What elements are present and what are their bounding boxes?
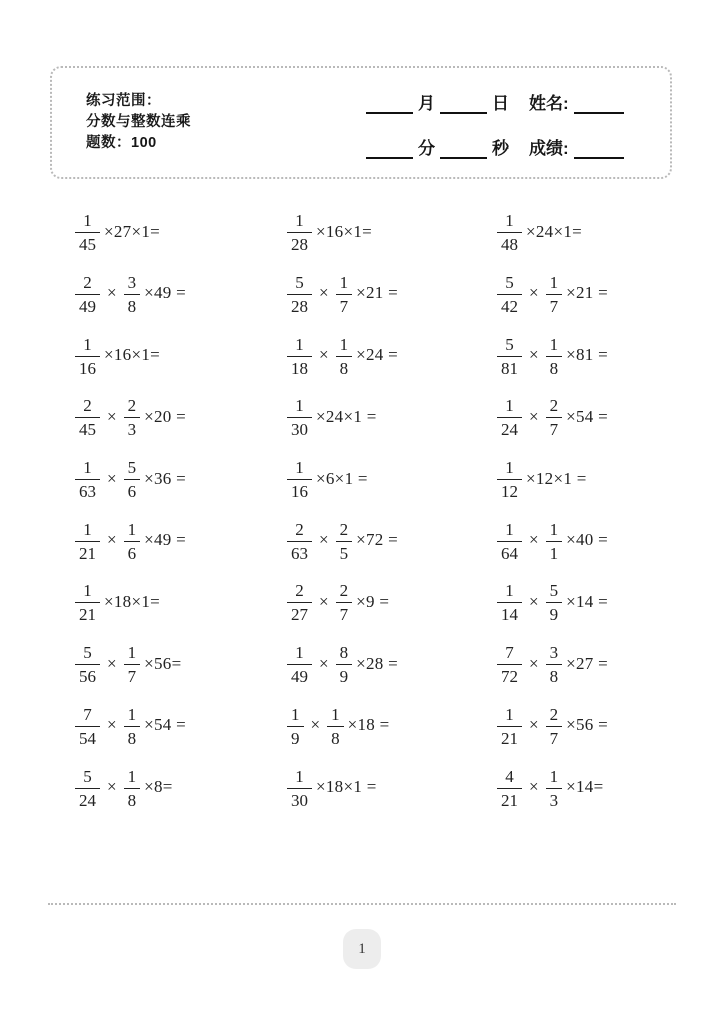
expression-tail: ×18×1= [104, 591, 161, 611]
fraction [497, 396, 522, 439]
expression-tail: ×49 = [144, 530, 187, 550]
fraction [546, 273, 563, 316]
numerator: 2 [75, 396, 100, 418]
fraction [287, 458, 312, 501]
denominator: 8 [331, 728, 340, 748]
times-operator: × [529, 283, 539, 303]
expression-tail: ×8= [144, 776, 173, 796]
numerator: 1 [75, 458, 100, 480]
fraction [497, 273, 522, 316]
problem-12 [497, 396, 685, 439]
numerator: 1 [497, 396, 522, 418]
fraction [75, 705, 100, 748]
numerator: 2 [75, 273, 100, 295]
problem-8 [287, 335, 497, 378]
fraction [497, 458, 522, 501]
problem-13 [75, 458, 287, 501]
problem-28 [75, 767, 287, 810]
fraction [124, 643, 141, 686]
denominator: 81 [501, 358, 518, 378]
denominator: 48 [501, 235, 518, 255]
problem-19 [75, 581, 287, 624]
problem-23 [287, 643, 497, 686]
numerator: 1 [546, 767, 563, 789]
denominator: 7 [549, 728, 559, 748]
times-operator: × [107, 406, 117, 426]
numerator: 1 [75, 520, 100, 542]
numerator: 1 [287, 643, 312, 665]
denominator: 42 [501, 297, 518, 317]
numerator: 1 [124, 520, 141, 542]
fraction [124, 520, 141, 563]
problem-24 [497, 643, 685, 686]
denominator: 7 [339, 605, 349, 625]
problem-14 [287, 458, 497, 501]
exercise-range-value: 分数与整数连乘 [86, 114, 191, 130]
fraction [546, 767, 563, 810]
name-blank-line [574, 90, 624, 114]
header-box [50, 66, 672, 179]
numerator: 2 [546, 705, 563, 727]
fraction [124, 458, 141, 501]
denominator: 8 [127, 297, 137, 317]
denominator: 1 [549, 543, 559, 563]
denominator: 8 [127, 790, 137, 810]
times-operator: × [529, 530, 539, 550]
expression-tail: ×81 = [566, 345, 609, 365]
fraction [287, 396, 312, 439]
numerator: 2 [287, 581, 312, 603]
denominator: 8 [127, 728, 137, 748]
numerator: 5 [497, 335, 522, 357]
times-operator: × [319, 591, 329, 611]
fraction [336, 273, 353, 316]
numerator: 5 [124, 458, 141, 480]
numerator: 1 [327, 705, 344, 727]
fraction [287, 705, 304, 748]
expression-tail: ×27×1= [104, 221, 161, 241]
problem-27 [497, 705, 685, 748]
denominator: 8 [339, 358, 349, 378]
numerator: 1 [287, 767, 312, 789]
denominator: 64 [501, 543, 518, 563]
denominator: 9 [549, 605, 559, 625]
fraction [336, 581, 353, 624]
problem-4 [75, 273, 287, 316]
fraction [336, 520, 353, 563]
day-label: 日 [492, 93, 509, 113]
numerator: 1 [497, 211, 522, 233]
score-blank-line [574, 135, 624, 159]
numerator: 1 [287, 458, 312, 480]
denominator: 6 [127, 543, 137, 563]
denominator: 54 [79, 728, 96, 748]
expression-tail: ×12×1 = [526, 468, 587, 488]
numerator: 1 [497, 520, 522, 542]
numerator: 1 [497, 458, 522, 480]
numerator: 1 [546, 273, 563, 295]
numerator: 1 [336, 335, 353, 357]
denominator: 21 [501, 728, 518, 748]
denominator: 30 [291, 790, 308, 810]
fraction [497, 767, 522, 810]
numerator: 2 [124, 396, 141, 418]
denominator: 3 [127, 420, 137, 440]
times-operator: × [529, 715, 539, 735]
expression-tail: ×72 = [356, 530, 399, 550]
denominator: 9 [291, 728, 300, 748]
denominator: 8 [549, 358, 559, 378]
times-operator: × [319, 345, 329, 365]
denominator: 7 [339, 297, 349, 317]
fraction [287, 335, 312, 378]
numerator: 8 [336, 643, 353, 665]
page-number-badge [343, 929, 381, 969]
denominator: 63 [291, 543, 308, 563]
problem-26 [287, 705, 497, 748]
fill-in-fields [364, 84, 626, 159]
numerator: 1 [546, 335, 563, 357]
numerator: 4 [497, 767, 522, 789]
times-operator: × [107, 653, 117, 673]
problem-29 [287, 767, 497, 810]
denominator: 56 [79, 667, 96, 687]
numerator: 1 [497, 705, 522, 727]
fraction [497, 520, 522, 563]
problem-grid [75, 202, 685, 819]
fraction [497, 335, 522, 378]
numerator: 7 [75, 705, 100, 727]
fraction [124, 767, 141, 810]
times-operator: × [107, 530, 117, 550]
denominator: 18 [291, 358, 308, 378]
problem-18 [497, 520, 685, 563]
times-operator: × [107, 715, 117, 735]
denominator: 9 [339, 667, 349, 687]
expression-tail: ×24 = [356, 345, 399, 365]
denominator: 28 [291, 297, 308, 317]
fraction [336, 643, 353, 686]
fraction [287, 767, 312, 810]
fraction [75, 643, 100, 686]
problem-16 [75, 520, 287, 563]
problem-2 [287, 211, 497, 254]
expression-tail: ×14 = [566, 591, 609, 611]
expression-tail: ×56 = [566, 715, 609, 735]
minute-blank-line [366, 135, 413, 159]
denominator: 5 [339, 543, 349, 563]
numerator: 1 [336, 273, 353, 295]
problem-20 [287, 581, 497, 624]
expression-tail: ×9 = [356, 591, 390, 611]
fraction [336, 335, 353, 378]
expression-tail: ×14= [566, 776, 604, 796]
expression-tail: ×54 = [144, 715, 187, 735]
numerator: 7 [497, 643, 522, 665]
fraction [75, 520, 100, 563]
times-operator: × [310, 715, 321, 735]
numerator: 5 [75, 643, 100, 665]
expression-tail: ×27 = [566, 653, 609, 673]
numerator: 2 [336, 581, 353, 603]
fraction [327, 705, 344, 748]
problem-25 [75, 705, 287, 748]
fraction [546, 335, 563, 378]
expression-tail: ×18×1 = [316, 776, 377, 796]
numerator: 1 [124, 767, 141, 789]
question-count: 题数：100 [86, 135, 157, 151]
denominator: 24 [79, 790, 96, 810]
denominator: 14 [501, 605, 518, 625]
expression-tail: ×20 = [144, 406, 187, 426]
numerator: 1 [287, 335, 312, 357]
expression-tail: ×6×1 = [316, 468, 368, 488]
numerator: 1 [287, 705, 304, 727]
fraction [287, 643, 312, 686]
expression-tail: ×16×1= [316, 221, 373, 241]
numerator: 1 [287, 396, 312, 418]
denominator: 63 [79, 482, 96, 502]
problem-15 [497, 458, 685, 501]
problem-6 [497, 273, 685, 316]
fraction [75, 396, 100, 439]
denominator: 7 [549, 297, 559, 317]
fraction [287, 273, 312, 316]
fraction [124, 705, 141, 748]
numerator: 5 [497, 273, 522, 295]
page-number: 1 [358, 940, 366, 957]
fraction [546, 643, 563, 686]
numerator: 5 [287, 273, 312, 295]
expression-tail: ×21 = [566, 283, 609, 303]
expression-tail: ×21 = [356, 283, 399, 303]
denominator: 12 [501, 482, 518, 502]
times-operator: × [319, 283, 329, 303]
denominator: 72 [501, 667, 518, 687]
denominator: 24 [501, 420, 518, 440]
problem-7 [75, 335, 287, 378]
denominator: 45 [79, 235, 96, 255]
numerator: 1 [124, 705, 141, 727]
score-label: 成绩: [529, 138, 569, 158]
denominator: 21 [79, 605, 96, 625]
numerator: 2 [546, 396, 563, 418]
expression-tail: ×54 = [566, 406, 609, 426]
times-operator: × [529, 591, 539, 611]
expression-tail: ×24×1 = [316, 406, 377, 426]
fraction [287, 211, 312, 254]
expression-tail: ×18 = [347, 715, 390, 735]
problem-17 [287, 520, 497, 563]
numerator: 1 [75, 335, 100, 357]
second-label: 秒 [492, 138, 509, 158]
numerator: 3 [124, 273, 141, 295]
numerator: 3 [546, 643, 563, 665]
numerator: 1 [546, 520, 563, 542]
bottom-divider [48, 903, 676, 905]
denominator: 6 [127, 482, 137, 502]
denominator: 21 [501, 790, 518, 810]
expression-tail: ×36 = [144, 468, 187, 488]
expression-tail: ×24×1= [526, 221, 583, 241]
problem-22 [75, 643, 287, 686]
denominator: 28 [291, 235, 308, 255]
denominator: 16 [79, 358, 96, 378]
exercise-info [86, 91, 191, 154]
denominator: 21 [79, 543, 96, 563]
problem-10 [75, 396, 287, 439]
fraction [497, 643, 522, 686]
fraction [75, 458, 100, 501]
minute-label: 分 [418, 138, 435, 158]
fraction [287, 520, 312, 563]
times-operator: × [529, 776, 539, 796]
fraction [546, 520, 563, 563]
denominator: 3 [549, 790, 559, 810]
problem-30 [497, 767, 685, 810]
numerator: 1 [75, 581, 100, 603]
day-blank-line [440, 90, 487, 114]
times-operator: × [529, 406, 539, 426]
times-operator: × [107, 776, 117, 796]
fraction [75, 335, 100, 378]
numerator: 1 [497, 581, 522, 603]
month-label: 月 [418, 93, 435, 113]
problem-5 [287, 273, 497, 316]
fraction [124, 273, 141, 316]
fraction [546, 396, 563, 439]
denominator: 8 [549, 667, 559, 687]
fraction [75, 767, 100, 810]
expression-tail: ×40 = [566, 530, 609, 550]
numerator: 1 [75, 211, 100, 233]
denominator: 49 [79, 297, 96, 317]
times-operator: × [319, 530, 329, 550]
denominator: 45 [79, 420, 96, 440]
numerator: 1 [124, 643, 141, 665]
expression-tail: ×28 = [356, 653, 399, 673]
denominator: 30 [291, 420, 308, 440]
fraction [287, 581, 312, 624]
numerator: 2 [336, 520, 353, 542]
second-blank-line [440, 135, 487, 159]
expression-tail: ×49 = [144, 283, 187, 303]
times-operator: × [529, 345, 539, 365]
problem-9 [497, 335, 685, 378]
denominator: 16 [291, 482, 308, 502]
times-operator: × [107, 283, 117, 303]
date-name-row [364, 84, 626, 114]
times-operator: × [319, 653, 329, 673]
fraction [497, 705, 522, 748]
fraction [75, 273, 100, 316]
problem-21 [497, 581, 685, 624]
fraction [497, 211, 522, 254]
fraction [124, 396, 141, 439]
problem-3 [497, 211, 685, 254]
denominator: 7 [549, 420, 559, 440]
month-blank-line [366, 90, 413, 114]
fraction [497, 581, 522, 624]
fraction [75, 211, 100, 254]
exercise-range-label: 练习范围： [86, 93, 161, 109]
expression-tail: ×56= [144, 653, 182, 673]
numerator: 5 [75, 767, 100, 789]
denominator: 7 [127, 667, 137, 687]
fraction [546, 705, 563, 748]
problem-1 [75, 211, 287, 254]
problem-11 [287, 396, 497, 439]
times-operator: × [107, 468, 117, 488]
times-operator: × [529, 653, 539, 673]
fraction [75, 581, 100, 624]
denominator: 49 [291, 667, 308, 687]
time-score-row [364, 129, 626, 159]
numerator: 2 [287, 520, 312, 542]
expression-tail: ×16×1= [104, 345, 161, 365]
denominator: 27 [291, 605, 308, 625]
name-label: 姓名: [529, 93, 569, 113]
numerator: 5 [546, 581, 563, 603]
fraction [546, 581, 563, 624]
numerator: 1 [287, 211, 312, 233]
